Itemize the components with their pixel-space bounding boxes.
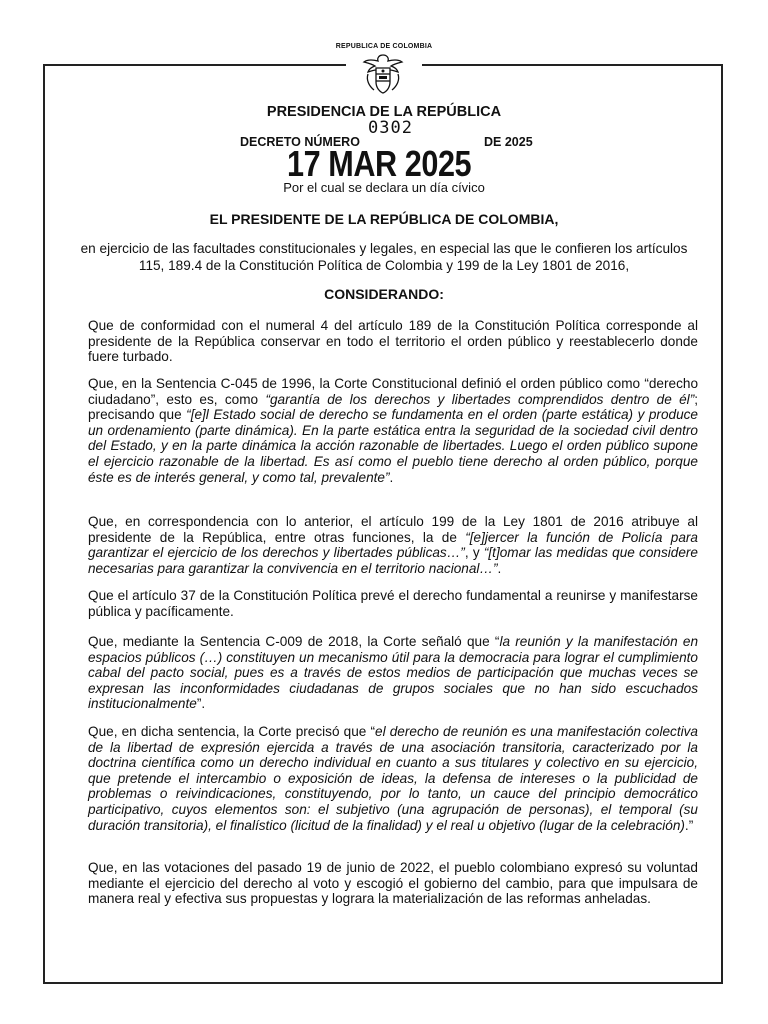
country-header: REPUBLICA DE COLOMBIA: [335, 43, 433, 50]
decree-number: 0302: [368, 118, 413, 138]
considerando-paragraph-5: Que, mediante la Sentencia C-009 de 2018, la Corte señaló que “la reunión y la manifestación en espacios públicos (…) constituyen un mecanismo útil para la democracia para lograr el cumplimiento cabal del pacto social, pues es a través de estos medios de participación que muchas veces se expresan las inconformidades ciudadanas de grupos sociales que no han sido escuchados institucionalmente”.: [88, 634, 699, 712]
authority-title: EL PRESIDENTE DE LA REPÚBLICA DE COLOMBIA,: [209, 211, 559, 227]
considerando-paragraph-4: Que el artículo 37 de la Constitución Política prevé el derecho fundamental a reunirse y manifestarse pública y pacíficamente.: [88, 588, 698, 619]
coat-of-arms-icon: [360, 52, 406, 96]
considerando-paragraph-6: Que, en dicha sentencia, la Corte precisó que “el derecho de reunión es una manifestación colectiva de la libertad de expresión ejercida a través de una asociación transitoria, caracterizado por la doctrina científica como un derecho individual en cuanto a sus titulares y colectivo en su ejercicio, que pretende el intercambio o exposición de ideas, la defensa de intereses o la publicidad de problemas o reivindicaciones, constituyendo, por lo tanto, un cauce del principio democrático participativo, cuyos elementos son: el subjetivo (una agrupación de personas), el temporal (su duración transitoria), el finalístico (licitud de la finalidad) y el real u objetivo (lugar de la celebración).”: [88, 724, 698, 833]
considerando-paragraph-2: Que, en la Sentencia C-045 de 1996, la Corte Constitucional definió el orden público como “derecho ciudadano”, esto es, como “garantía de los derechos y libertades comprendidos dentro de él”; precisando que “[e]l Estado social de derecho se fundamenta en el orden (parte estática) y produce un ordenamiento (parte dinámica). En la parte estática entra la seguridad de la sociedad civil dentro del Estado, y en la parte dinámica la acción razonable de libertades. Luego el orden público supone el ejercicio razonable de la libertad. Es así como el pueblo tiene derecho al orden público, porque éste es de interés general, y como tal, prevalente”.: [88, 376, 699, 485]
considerando-paragraph-7: Que, en las votaciones del pasado 19 de junio de 2022, el pueblo colombiano expresó su voluntad mediante el ejercicio del derecho al voto y escogió el gobierno del cambio, para que impulsara de manera real y efectiva sus propuestas y lograra la materialización de las reformas anheladas.: [88, 860, 698, 907]
decree-label: DECRETO NÚMERO: [240, 135, 360, 149]
considerando-paragraph-1: Que de conformidad con el numeral 4 del artículo 189 de la Constitución Política corresponde al presidente de la República conservar en todo el territorio el orden público y reestablecerlo donde fuere turbado.: [88, 318, 698, 365]
considerando-paragraph-3: Que, en correspondencia con lo anterior, el artículo 199 de la Ley 1801 de 2016 atribuye al presidente de la República, entre otras funciones, la de “[e]jercer la función de Policía para garantizar el ejercicio de los derechos y libertades públicas…”, y “[t]omar las medidas que considere necesarias para garantizar la convivencia en el territorio nacional…”.: [88, 514, 698, 576]
powers-paragraph: en ejercicio de las facultades constitucionales y legales, en especial las que le confieren los artículos 115, 189.4 de la Constitución Política de Colombia y 199 de la Ley 1801 de 2016,: [80, 241, 688, 273]
considerando-heading: CONSIDERANDO:: [324, 286, 444, 302]
date-stamp: 17 MAR 2025: [287, 143, 472, 184]
decree-purpose: Por el cual se declara un día cívico: [283, 180, 485, 195]
office-title: PRESIDENCIA DE LA REPÚBLICA: [266, 104, 502, 120]
decree-year: DE 2025: [484, 135, 533, 149]
